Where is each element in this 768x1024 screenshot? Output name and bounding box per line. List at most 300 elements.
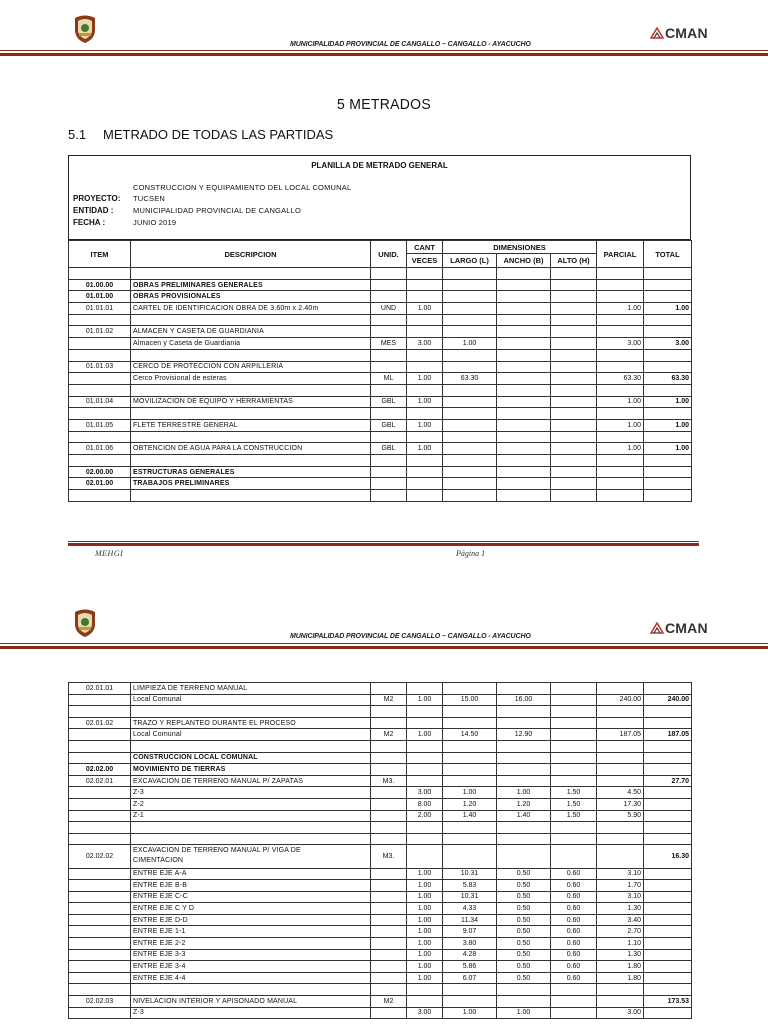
cell-ancho	[497, 349, 551, 361]
cell-alto	[551, 1007, 597, 1019]
table-row	[69, 361, 692, 373]
table-row	[69, 996, 692, 1008]
cell-largo: 1.00	[443, 1007, 497, 1019]
cell-alto	[551, 455, 597, 467]
cell-total	[644, 717, 692, 729]
cell-descripcion	[131, 455, 371, 467]
cell-unid	[371, 384, 407, 396]
cell-item	[69, 431, 131, 443]
cell-unid: ML	[371, 373, 407, 385]
cell-ancho	[497, 361, 551, 373]
cell-unid: MES	[371, 338, 407, 350]
cell-largo	[443, 764, 497, 776]
cell-veces	[407, 822, 443, 834]
cell-largo	[443, 683, 497, 695]
cell-descripcion: TRAZO Y REPLANTEO DURANTE EL PROCESO	[131, 717, 371, 729]
table-row	[69, 478, 692, 490]
cell-descripcion: ENTRE EJE B-B	[131, 880, 371, 892]
cell-unid: GBL	[371, 443, 407, 455]
cell-ancho: 0.50	[497, 868, 551, 880]
project-value: TUCSEN	[133, 194, 166, 203]
cell-largo	[443, 314, 497, 326]
cell-item	[69, 787, 131, 799]
cell-item	[69, 798, 131, 810]
cell-item	[69, 373, 131, 385]
header-rule-thick	[0, 646, 768, 649]
cell-item	[69, 938, 131, 950]
cell-item: 02.00.00	[69, 466, 131, 478]
cell-veces	[407, 683, 443, 695]
cell-total	[644, 903, 692, 915]
cell-ancho	[497, 314, 551, 326]
cell-unid: M2	[371, 996, 407, 1008]
cell-parcial: 17.30	[597, 798, 644, 810]
cell-total: 1.00	[644, 303, 692, 315]
cell-parcial	[597, 490, 644, 502]
cell-alto	[551, 279, 597, 291]
cell-descripcion: OBTENCION DE AGUA PARA LA CONSTRUCCION	[131, 443, 371, 455]
cell-unid	[371, 798, 407, 810]
project-name-line: CONSTRUCCION Y EQUIPAMIENTO DEL LOCAL COMUNAL	[133, 183, 352, 192]
cell-unid	[371, 740, 407, 752]
cell-descripcion: ENTRE EJE C Y D	[131, 903, 371, 915]
cell-descripcion: Z-2	[131, 798, 371, 810]
cell-total	[644, 972, 692, 984]
cell-item: 01.01.00	[69, 291, 131, 303]
cell-ancho	[497, 466, 551, 478]
cell-total: 240.00	[644, 694, 692, 706]
cell-total: 63.30	[644, 373, 692, 385]
cell-item	[69, 972, 131, 984]
cell-descripcion: MOVILIZACION DE EQUIPO Y HERRAMIENTAS	[131, 396, 371, 408]
cell-total	[644, 868, 692, 880]
table-row	[69, 961, 692, 973]
cell-descripcion: Local Comunal	[131, 694, 371, 706]
cell-descripcion	[131, 833, 371, 845]
cell-unid	[371, 326, 407, 338]
cell-veces	[407, 326, 443, 338]
cell-parcial	[597, 326, 644, 338]
table-row	[69, 455, 692, 467]
cell-veces	[407, 833, 443, 845]
cell-ancho	[497, 408, 551, 420]
cell-parcial: 3.40	[597, 914, 644, 926]
cell-veces	[407, 466, 443, 478]
cell-unid	[371, 833, 407, 845]
cell-ancho: 0.50	[497, 880, 551, 892]
cell-unid	[371, 279, 407, 291]
cell-unid	[371, 961, 407, 973]
cell-descripcion	[131, 822, 371, 834]
cell-alto: 0.60	[551, 938, 597, 950]
cell-ancho: 0.50	[497, 961, 551, 973]
cell-total	[644, 914, 692, 926]
cell-ancho: 0.50	[497, 938, 551, 950]
col-dimensiones: DIMENSIONES	[443, 241, 597, 254]
cell-parcial: 1.00	[597, 419, 644, 431]
cell-total: 1.00	[644, 396, 692, 408]
cell-veces: 1.00	[407, 694, 443, 706]
table-row	[69, 694, 692, 706]
cell-total: 16.30	[644, 845, 692, 868]
cell-parcial: 2.70	[597, 926, 644, 938]
cell-item	[69, 349, 131, 361]
cell-alto	[551, 729, 597, 741]
cell-largo	[443, 740, 497, 752]
cell-alto	[551, 408, 597, 420]
cell-alto	[551, 845, 597, 868]
metrado-table-page1	[68, 240, 692, 502]
cell-veces: 1.00	[407, 938, 443, 950]
cell-item	[69, 314, 131, 326]
cell-alto: 1.50	[551, 810, 597, 822]
cell-parcial	[597, 466, 644, 478]
cell-veces: 1.00	[407, 373, 443, 385]
cell-ancho	[497, 326, 551, 338]
cell-item	[69, 729, 131, 741]
cell-parcial	[597, 740, 644, 752]
cell-veces	[407, 408, 443, 420]
cell-veces: 1.00	[407, 972, 443, 984]
table-row	[69, 903, 692, 915]
cell-veces	[407, 996, 443, 1008]
cell-unid	[371, 490, 407, 502]
header-rule-thin	[0, 50, 768, 51]
cell-largo	[443, 845, 497, 868]
cell-ancho	[497, 984, 551, 996]
cell-largo: 1.40	[443, 810, 497, 822]
table-row	[69, 490, 692, 502]
cman-logo	[650, 25, 708, 41]
cell-total	[644, 822, 692, 834]
cell-alto	[551, 740, 597, 752]
col-largo: LARGO (L)	[443, 254, 497, 268]
table-row	[69, 349, 692, 361]
cell-ancho: 0.50	[497, 903, 551, 915]
cell-alto	[551, 717, 597, 729]
cell-largo	[443, 984, 497, 996]
cell-ancho	[497, 717, 551, 729]
cell-parcial	[597, 833, 644, 845]
cell-total	[644, 326, 692, 338]
cell-descripcion: Almacen y Caseta de Guardiania	[131, 338, 371, 350]
cell-alto	[551, 706, 597, 718]
cell-parcial	[597, 996, 644, 1008]
cell-alto: 0.60	[551, 961, 597, 973]
cell-alto: 1.50	[551, 798, 597, 810]
cell-veces	[407, 361, 443, 373]
cell-ancho	[497, 338, 551, 350]
table-row	[69, 291, 692, 303]
cell-largo	[443, 822, 497, 834]
cell-alto: 0.60	[551, 926, 597, 938]
cell-total	[644, 833, 692, 845]
cell-parcial: 1.00	[597, 396, 644, 408]
cell-largo	[443, 408, 497, 420]
cell-veces	[407, 268, 443, 280]
cell-descripcion	[131, 706, 371, 718]
cell-total	[644, 291, 692, 303]
footer-rule-thin	[68, 541, 699, 542]
cell-veces: 3.00	[407, 787, 443, 799]
table-row	[69, 914, 692, 926]
municipal-crest-icon	[72, 14, 98, 44]
cell-largo	[443, 349, 497, 361]
cell-veces: 3.00	[407, 1007, 443, 1019]
cell-largo	[443, 752, 497, 764]
cell-largo: 1.00	[443, 338, 497, 350]
cell-parcial	[597, 268, 644, 280]
cell-item	[69, 961, 131, 973]
cell-item	[69, 455, 131, 467]
cell-item: 02.01.00	[69, 478, 131, 490]
cell-ancho	[497, 706, 551, 718]
cell-parcial	[597, 349, 644, 361]
cell-veces	[407, 984, 443, 996]
cell-unid	[371, 938, 407, 950]
cell-parcial	[597, 984, 644, 996]
cell-alto: 0.60	[551, 972, 597, 984]
cell-item	[69, 752, 131, 764]
cell-largo: 1.00	[443, 787, 497, 799]
cell-ancho: 0.50	[497, 972, 551, 984]
cell-ancho	[497, 443, 551, 455]
cell-total	[644, 752, 692, 764]
table-row	[69, 949, 692, 961]
cell-alto	[551, 478, 597, 490]
table-row	[69, 891, 692, 903]
cell-descripcion	[131, 984, 371, 996]
cell-unid	[371, 868, 407, 880]
cell-total	[644, 683, 692, 695]
metrado-table-page2	[68, 682, 692, 1019]
cell-alto	[551, 314, 597, 326]
table-row	[69, 443, 692, 455]
table-row	[69, 845, 692, 868]
cell-ancho	[497, 996, 551, 1008]
cell-parcial	[597, 431, 644, 443]
cell-descripcion: ALMACEN Y CASETA DE GUARDIANIA	[131, 326, 371, 338]
cell-parcial: 240.00	[597, 694, 644, 706]
footer-rule-thick	[68, 543, 699, 546]
cell-total	[644, 880, 692, 892]
cell-veces: 8.00	[407, 798, 443, 810]
cell-parcial	[597, 408, 644, 420]
cell-descripcion: CONSTRUCCION LOCAL COMUNAL	[131, 752, 371, 764]
cell-parcial: 3.10	[597, 891, 644, 903]
cell-alto: 0.60	[551, 880, 597, 892]
section-text: METRADO DE TODAS LAS PARTIDAS	[103, 127, 334, 142]
cell-unid	[371, 822, 407, 834]
cell-veces: 3.00	[407, 338, 443, 350]
cell-alto	[551, 431, 597, 443]
cell-largo	[443, 326, 497, 338]
cell-alto	[551, 764, 597, 776]
cell-veces	[407, 764, 443, 776]
planilla-header	[68, 155, 691, 240]
cell-alto: 0.60	[551, 891, 597, 903]
cell-veces	[407, 431, 443, 443]
cell-veces	[407, 279, 443, 291]
cell-unid	[371, 891, 407, 903]
cell-item	[69, 384, 131, 396]
cell-largo	[443, 996, 497, 1008]
cell-ancho	[497, 455, 551, 467]
cell-parcial: 4.50	[597, 787, 644, 799]
col-veces: VECES	[407, 254, 443, 268]
cell-alto	[551, 291, 597, 303]
cell-item	[69, 706, 131, 718]
cell-unid	[371, 361, 407, 373]
cell-descripcion: Local Comunal	[131, 729, 371, 741]
cell-ancho	[497, 268, 551, 280]
cell-veces	[407, 314, 443, 326]
cell-total	[644, 787, 692, 799]
cman-mark-icon	[650, 27, 664, 39]
municipal-crest-icon	[72, 608, 98, 638]
table-row	[69, 1007, 692, 1019]
cell-ancho: 12.90	[497, 729, 551, 741]
cell-descripcion	[131, 408, 371, 420]
cell-unid	[371, 984, 407, 996]
cell-item	[69, 822, 131, 834]
cell-unid	[371, 478, 407, 490]
header-caption: MUNICIPALIDAD PROVINCIAL DE CANGALLO – CANGALLO - AYACUCHO	[290, 633, 531, 640]
cell-ancho: 0.50	[497, 949, 551, 961]
cell-item	[69, 833, 131, 845]
cell-alto: 0.60	[551, 903, 597, 915]
table-row	[69, 822, 692, 834]
cell-ancho	[497, 419, 551, 431]
cell-total	[644, 431, 692, 443]
cell-largo: 4.28	[443, 949, 497, 961]
table-row	[69, 798, 692, 810]
cell-alto	[551, 396, 597, 408]
cell-item: 01.01.04	[69, 396, 131, 408]
cell-veces	[407, 478, 443, 490]
table-row	[69, 338, 692, 350]
cell-ancho	[497, 833, 551, 845]
cell-veces: 1.00	[407, 914, 443, 926]
cell-descripcion	[131, 384, 371, 396]
cell-item: 01.01.06	[69, 443, 131, 455]
cell-parcial: 1.30	[597, 903, 644, 915]
cell-veces: 2.00	[407, 810, 443, 822]
cell-parcial: 5.90	[597, 810, 644, 822]
cell-parcial	[597, 706, 644, 718]
cell-descripcion: ENTRE EJE C-C	[131, 891, 371, 903]
cell-unid	[371, 752, 407, 764]
cell-total	[644, 961, 692, 973]
cell-veces	[407, 291, 443, 303]
cell-total: 1.00	[644, 443, 692, 455]
cell-largo	[443, 717, 497, 729]
table-row	[69, 683, 692, 695]
cell-largo	[443, 291, 497, 303]
chapter-title: 5 METRADOS	[336, 95, 431, 113]
cell-parcial: 1.80	[597, 961, 644, 973]
cell-parcial	[597, 455, 644, 467]
cell-parcial	[597, 764, 644, 776]
cell-ancho	[497, 764, 551, 776]
section-title	[68, 127, 333, 142]
cell-unid	[371, 683, 407, 695]
col-cant: CANT	[407, 241, 443, 254]
cell-total	[644, 490, 692, 502]
cell-descripcion: ENTRE EJE 2-2	[131, 938, 371, 950]
cell-largo: 6.07	[443, 972, 497, 984]
cell-unid	[371, 466, 407, 478]
cell-ancho: 0.50	[497, 926, 551, 938]
cell-largo: 11.34	[443, 914, 497, 926]
cell-line: CIMENTACION	[133, 857, 184, 865]
cell-total	[644, 384, 692, 396]
table-row	[69, 787, 692, 799]
cell-largo: 15.00	[443, 694, 497, 706]
table-row	[69, 984, 692, 996]
cell-largo	[443, 455, 497, 467]
cell-ancho: 1.00	[497, 1007, 551, 1019]
cell-largo	[443, 384, 497, 396]
cell-unid: M2	[371, 729, 407, 741]
cell-largo	[443, 268, 497, 280]
cell-total	[644, 279, 692, 291]
cell-total: 1.00	[644, 419, 692, 431]
cell-veces	[407, 490, 443, 502]
entity-value: MUNICIPALIDAD PROVINCIAL DE CANGALLO	[133, 206, 302, 215]
cell-descripcion: TRABAJOS PRELIMINARES	[131, 478, 371, 490]
col-alto: ALTO (H)	[551, 254, 597, 268]
header-rule-thick	[0, 53, 768, 56]
cell-largo	[443, 706, 497, 718]
cell-alto	[551, 419, 597, 431]
cell-largo	[443, 478, 497, 490]
cell-veces: 1.00	[407, 729, 443, 741]
entity-label: ENTIDAD :	[73, 206, 114, 215]
cell-unid	[371, 291, 407, 303]
cell-veces: 1.00	[407, 868, 443, 880]
cell-veces: 1.00	[407, 891, 443, 903]
cell-veces	[407, 740, 443, 752]
cell-unid	[371, 880, 407, 892]
cell-item: 02.02.00	[69, 764, 131, 776]
table-row	[69, 326, 692, 338]
cell-alto	[551, 752, 597, 764]
cell-item	[69, 868, 131, 880]
cell-alto: 0.60	[551, 914, 597, 926]
cell-largo	[443, 466, 497, 478]
cell-parcial	[597, 314, 644, 326]
cell-parcial: 1.10	[597, 938, 644, 950]
cell-total	[644, 984, 692, 996]
cell-descripcion	[131, 490, 371, 502]
cell-total	[644, 938, 692, 950]
table-row	[69, 396, 692, 408]
cell-alto	[551, 466, 597, 478]
cell-veces: 1.00	[407, 443, 443, 455]
metrado-table-page1-body	[69, 268, 692, 502]
cell-veces	[407, 706, 443, 718]
cell-parcial	[597, 822, 644, 834]
cell-largo	[443, 396, 497, 408]
cell-ancho: 1.40	[497, 810, 551, 822]
cell-unid: UND	[371, 303, 407, 315]
cell-ancho	[497, 845, 551, 868]
cell-item	[69, 268, 131, 280]
cell-total	[644, 926, 692, 938]
cell-alto	[551, 384, 597, 396]
cell-parcial	[597, 775, 644, 787]
